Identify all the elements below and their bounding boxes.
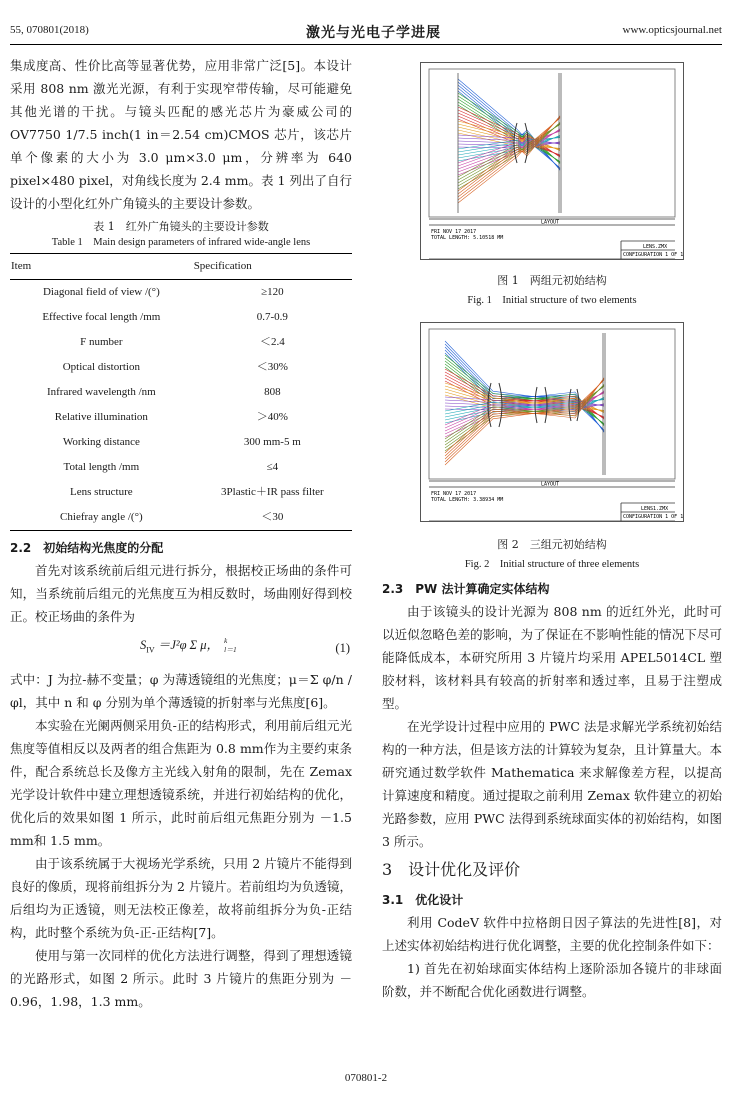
table-cell-item: Working distance (62, 436, 140, 448)
ray-path (458, 93, 560, 161)
table-cell-item: Diagonal field of view /(°) (42, 286, 160, 298)
fig2-layout-label: LAYOUT (541, 481, 560, 488)
eq-rhs: ＝J²φ Σ μ， (157, 638, 219, 653)
table-cell-spec: 300 mm-5 m (243, 436, 301, 448)
fig1-layout-label: LAYOUT (541, 219, 560, 226)
table-cell-spec: ＞40% (256, 411, 288, 423)
equation-definitions: 式中：J 为拉-赫不变量；φ 为薄透镜组的光焦度；μ＝Σ φ/n /φl，其中 n 和 φ 分别为单个薄透镜的折射率与光焦度[6]。 (10, 672, 352, 710)
table-cell-item: Effective focal length /mm (42, 311, 161, 323)
eq-lhs: S (140, 638, 147, 653)
journal-url[interactable]: www.opticsjournal.net (622, 24, 722, 36)
table-cell-item: Total length /mm (63, 461, 140, 473)
eq-sum-lower: l＝1 (224, 646, 237, 655)
table-row (10, 505, 352, 531)
section-heading-3: 3 设计优化及评价 (382, 860, 521, 879)
table-cell-spec: 3Plastic＋IR pass filter (221, 486, 324, 498)
ray-path (458, 79, 560, 168)
col-header-specification: Specification (193, 254, 352, 280)
header-rule (10, 44, 722, 45)
fig2-date: FRI NOV 17 2017 (431, 491, 477, 497)
table-caption-cn: 表 1 红外广角镜头的主要设计参数 (93, 220, 269, 233)
table-caption-en: Table 1 Main design parameters of infrared wide-angle lens (51, 237, 311, 248)
table-row (10, 455, 352, 480)
figure-2-caption-cn: 图 2 三组元初始结构 (497, 538, 607, 551)
eq-subscript: IV (146, 645, 155, 655)
table-cell-item: Optical distortion (62, 361, 140, 373)
equation-body (140, 634, 237, 662)
table-cell-spec: ＜30 (193, 505, 352, 531)
section-heading-2-3: 2.3 PW 法计算确定实体结构 (382, 582, 550, 596)
intro-paragraph: 集成度高、性价比高等显著优势，应用非常广泛[5]。本设计采用 808 nm 激光光源，有利于实现窄带传输，尽可能避免其他光谱的干扰。与镜头匹配的感光芯片为豪威公司的 OV7750 1/7.5 inch(1 in＝2.54 cm)CMOS 芯片，该芯片单个像素的大小为 3.0 μm×3.0 μm，分辨率为 640 pixel×480 pixel，对角线长度为 2.4 mm。表 1 列出了自行设计的小型化红外广角镜头的主要设计参数。 (10, 58, 352, 211)
page-number: 070801-2 (344, 1072, 388, 1084)
fig2-file: LENS1.ZMX (641, 506, 669, 512)
paragraph: 由于该系统属于大视场光学系统，只用 2 片镜片不能得到良好的像质，现将前组拆分为 2 片镜片。若前组均为负透镜，后组均为正透镜，则无法校正像差，故将前组拆分为负-正结构，此时整个系统为负-正-正结构[7]。 (10, 856, 352, 940)
right-column (382, 578, 722, 1003)
ray-path (445, 347, 604, 431)
journal-issue: 55, 070801(2018) (10, 24, 89, 36)
table-cell-spec: ≤4 (266, 461, 279, 473)
table-cell-spec: 808 (264, 386, 281, 398)
section-heading-3-1: 3.1 优化设计 (382, 893, 464, 907)
figure-2-layout (420, 322, 684, 522)
paragraph: 使用与第一次同样的优化方法进行调整，得到了理想透镜的光路形式，如图 2 所示。此时 3 片镜片的焦距分别为 －0.96，1.98，1.3 mm。 (10, 948, 352, 1009)
table-row (10, 430, 352, 455)
left-column (10, 54, 352, 1013)
figure-2-drawing (421, 323, 683, 521)
ray-path (445, 379, 604, 459)
figure-1-drawing (421, 63, 683, 259)
table-header-row (10, 254, 352, 280)
figure-1-layout (420, 62, 684, 260)
table-cell-item: F number (80, 336, 123, 348)
table-row (10, 405, 352, 430)
table-row (10, 480, 352, 505)
table-row (10, 280, 352, 306)
table-row (10, 355, 352, 380)
ray-path (445, 364, 604, 425)
paragraph: 在光学设计过程中应用的 PWC 法是求解光学系统初始结构的一种方法，但是该方法的计算较为复杂，且计算量大。本研究通过数学软件 Mathematica 来求解像差方程，以提高计算速度和精度。通过提取之前利用 Zemax 软件建立的初始光路参数，应用 PWC 法得到系统球面实体的初始结构，如图 3 所示。 (382, 719, 722, 849)
ray-path (445, 386, 604, 446)
paragraph: 利用 CodeV 软件中拉格朗日因子算法的先进性[8]，对上述实体初始结构进行优化调整，主要的优化控制条件如下： (382, 915, 722, 953)
table-row (10, 380, 352, 405)
running-header (10, 22, 722, 40)
table-cell-spec: ＜30% (256, 361, 288, 373)
journal-title: 激光与光电子学进展 (306, 25, 441, 41)
table-row (10, 305, 352, 330)
ray-path (445, 378, 604, 456)
col-header-item: Item (10, 254, 193, 280)
paragraph: 1) 首先在初始球面实体结构上逐阶添加各镜片的非球面阶数，并不断配合优化函数进行调整。 (382, 961, 722, 999)
fig2-length: TOTAL LENGTH: 3.38934 MM (431, 497, 504, 503)
fig1-file: LENS.ZMX (643, 244, 668, 250)
table-cell-spec: ＜2.4 (259, 336, 285, 348)
table-cell-item: Lens structure (70, 486, 133, 498)
table-cell-item: Chiefray angle /(°) (10, 505, 193, 531)
section-heading-2-2: 2.2 初始结构光焦度的分配 (10, 541, 164, 555)
paragraph: 由于该镜头的设计光源为 808 nm 的近红外光，此时可以近似忽略色差的影响，为了保证在不影响性能的情况下尽可能降低成本，本研究所用 3 片镜片均采用 APEL5014CL 塑胶材料，该材料具有较高的折射率和透过率，且易于注塑成型。 (382, 604, 722, 711)
fig1-length: TOTAL LENGTH: 5.10518 MM (431, 235, 504, 241)
eq-sum-upper: k (224, 637, 228, 646)
table-cell-spec: ≥120 (261, 286, 284, 298)
fig1-config: CONFIGURATION 1 OF 1 (623, 252, 683, 258)
table-cell-spec: 0.7-0.9 (256, 311, 288, 323)
paragraph: 首先对该系统前后组元进行拆分，根据校正场曲的条件可知，当系统前后组元的光焦度互为相反数时，场曲刚好得到校正。校正场曲的条件为 (10, 563, 352, 624)
equation-number: (1) (335, 640, 350, 655)
table-cell-item: Infrared wavelength /nm (46, 386, 156, 398)
fig1-date: FRI NOV 17 2017 (431, 229, 477, 235)
ray-path (445, 350, 604, 432)
equation-1 (10, 628, 352, 668)
fig2-config: CONFIGURATION 1 OF 1 (623, 514, 683, 520)
figure-2-caption-en: Fig. 2 Initial structure of three elements (464, 559, 640, 570)
ray-path (445, 380, 604, 462)
design-parameters-table (10, 253, 352, 531)
figure-1-caption-cn: 图 1 两组元初始结构 (497, 274, 607, 287)
table-row (10, 330, 352, 355)
figure-1-caption-en: Fig. 1 Initial structure of two elements (467, 295, 637, 306)
paragraph: 本实验在光阑两侧采用负-正的结构形式，利用前后组元光焦度等值相反以及两者的组合焦距为 0.8 mm作为主要约束条件，配合系统总长及像方主光线入射角的限制，先在 Zemax 光学设计软件中建立理想透镜系统，并进行初始结构的优化，优化后的效果如图 1 所示，此时前后组元焦距分别为 －1.5 mm和 1.5 mm。 (10, 718, 352, 848)
table-cell-item: Relative illumination (54, 411, 148, 423)
